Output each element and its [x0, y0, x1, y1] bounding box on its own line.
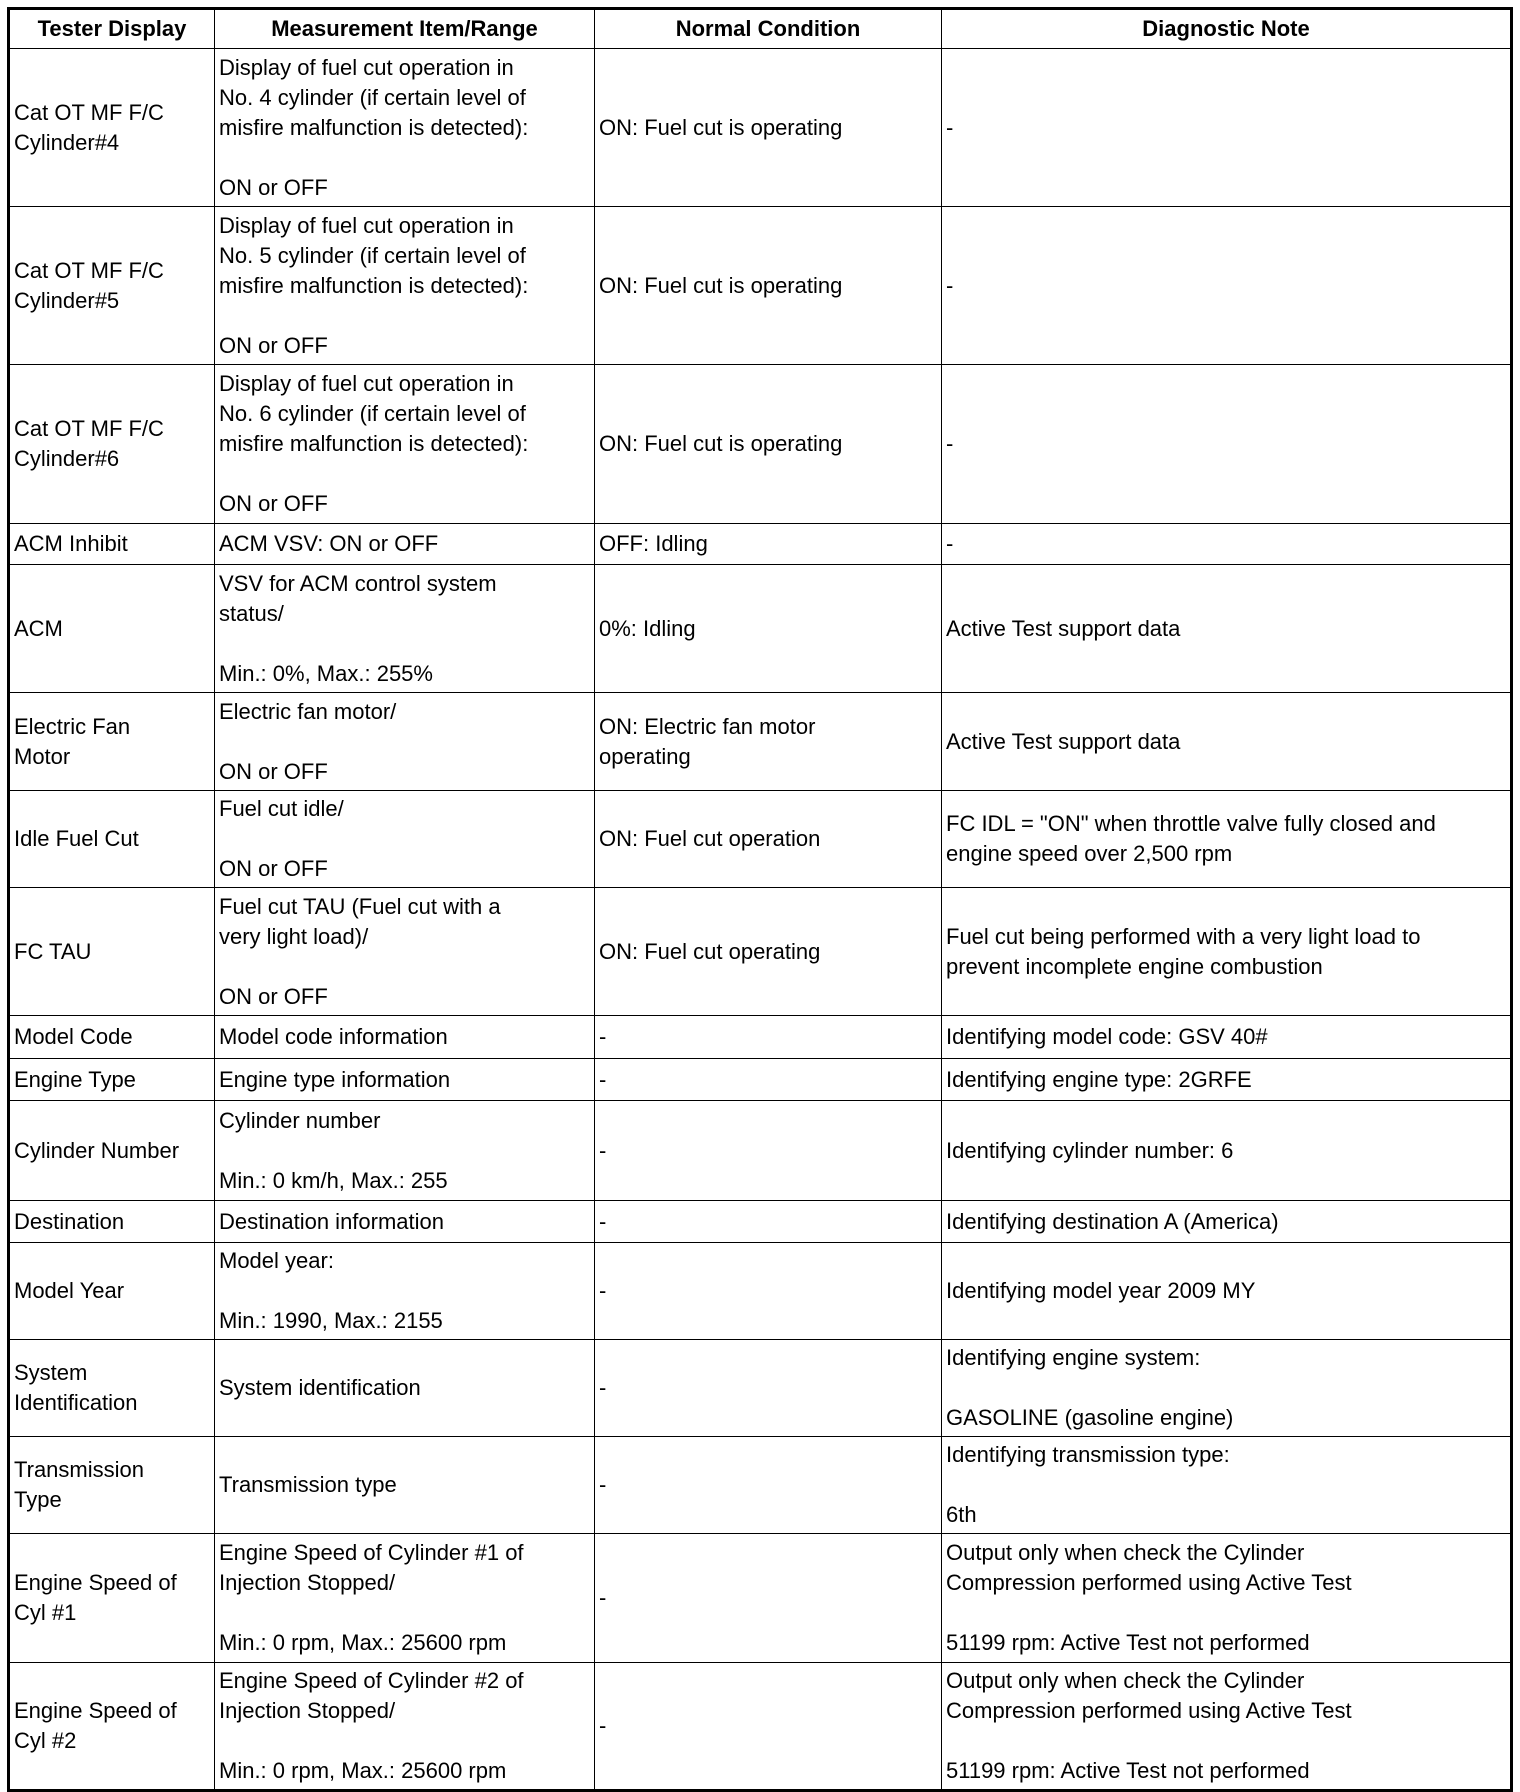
- header-row: [9, 9, 1512, 49]
- table-row: [9, 207, 1512, 365]
- table-row: [9, 693, 1512, 791]
- cell-normal-condition: ON: Electric fan motor operating: [595, 693, 942, 791]
- cell-measurement-item: Destination information: [215, 1201, 595, 1243]
- cell-diagnostic-note: Identifying engine system: GASOLINE (gasoline engine): [942, 1340, 1512, 1437]
- table-row: [9, 524, 1512, 565]
- cell-tester-display: Idle Fuel Cut: [9, 791, 215, 888]
- cell-tester-display: ACM Inhibit: [9, 524, 215, 565]
- table-row: [9, 791, 1512, 888]
- cell-tester-display: Cat OT MF F/C Cylinder#4: [9, 49, 215, 207]
- cell-normal-condition: OFF: Idling: [595, 524, 942, 565]
- header-measurement-item: Measurement Item/Range: [215, 9, 595, 49]
- table-row: [9, 49, 1512, 207]
- cell-diagnostic-note: -: [942, 524, 1512, 565]
- table-row: [9, 1437, 1512, 1534]
- data-list-table: [7, 7, 1513, 1792]
- cell-measurement-item: Display of fuel cut operation in No. 4 cylinder (if certain level of misfire malfunction is detected): ON or OFF: [215, 49, 595, 207]
- cell-measurement-item: Model year: Min.: 1990, Max.: 2155: [215, 1243, 595, 1340]
- cell-measurement-item: Model code information: [215, 1016, 595, 1059]
- cell-diagnostic-note: Output only when check the Cylinder Compression performed using Active Test 51199 rpm: Active Test not performed: [942, 1534, 1512, 1663]
- cell-tester-display: Cylinder Number: [9, 1101, 215, 1201]
- cell-normal-condition: ON: Fuel cut is operating: [595, 49, 942, 207]
- table-row: [9, 1201, 1512, 1243]
- cell-diagnostic-note: Output only when check the Cylinder Compression performed using Active Test 51199 rpm: Active Test not performed: [942, 1663, 1512, 1791]
- header-tester-display: Tester Display: [9, 9, 215, 49]
- cell-diagnostic-note: -: [942, 207, 1512, 365]
- cell-tester-display: Model Year: [9, 1243, 215, 1340]
- cell-normal-condition: ON: Fuel cut is operating: [595, 365, 942, 524]
- table-row: [9, 365, 1512, 524]
- cell-tester-display: Cat OT MF F/C Cylinder#6: [9, 365, 215, 524]
- cell-measurement-item: Fuel cut TAU (Fuel cut with a very light load)/ ON or OFF: [215, 888, 595, 1016]
- cell-diagnostic-note: Identifying engine type: 2GRFE: [942, 1059, 1512, 1101]
- cell-measurement-item: Engine type information: [215, 1059, 595, 1101]
- cell-normal-condition: -: [595, 1437, 942, 1534]
- cell-diagnostic-note: -: [942, 365, 1512, 524]
- cell-tester-display: Engine Type: [9, 1059, 215, 1101]
- cell-diagnostic-note: FC IDL = "ON" when throttle valve fully closed and engine speed over 2,500 rpm: [942, 791, 1512, 888]
- cell-normal-condition: -: [595, 1534, 942, 1663]
- cell-measurement-item: Cylinder number Min.: 0 km/h, Max.: 255: [215, 1101, 595, 1201]
- cell-diagnostic-note: -: [942, 49, 1512, 207]
- cell-measurement-item: VSV for ACM control system status/ Min.: 0%, Max.: 255%: [215, 565, 595, 693]
- table-row: [9, 1243, 1512, 1340]
- header-normal-condition: Normal Condition: [595, 9, 942, 49]
- cell-measurement-item: Display of fuel cut operation in No. 6 cylinder (if certain level of misfire malfunction is detected): ON or OFF: [215, 365, 595, 524]
- cell-measurement-item: Fuel cut idle/ ON or OFF: [215, 791, 595, 888]
- cell-diagnostic-note: Identifying destination A (America): [942, 1201, 1512, 1243]
- cell-normal-condition: -: [595, 1243, 942, 1340]
- cell-normal-condition: -: [595, 1101, 942, 1201]
- cell-diagnostic-note: Active Test support data: [942, 565, 1512, 693]
- cell-tester-display: Engine Speed of Cyl #2: [9, 1663, 215, 1791]
- cell-measurement-item: ACM VSV: ON or OFF: [215, 524, 595, 565]
- cell-tester-display: ACM: [9, 565, 215, 693]
- table-row: [9, 1534, 1512, 1663]
- cell-tester-display: Cat OT MF F/C Cylinder#5: [9, 207, 215, 365]
- cell-normal-condition: -: [595, 1663, 942, 1791]
- table-row: [9, 565, 1512, 693]
- table-row: [9, 1663, 1512, 1791]
- cell-normal-condition: -: [595, 1059, 942, 1101]
- cell-normal-condition: 0%: Idling: [595, 565, 942, 693]
- cell-normal-condition: ON: Fuel cut operating: [595, 888, 942, 1016]
- cell-diagnostic-note: Identifying cylinder number: 6: [942, 1101, 1512, 1201]
- cell-normal-condition: -: [595, 1340, 942, 1437]
- cell-measurement-item: System identification: [215, 1340, 595, 1437]
- cell-measurement-item: Engine Speed of Cylinder #2 of Injection Stopped/ Min.: 0 rpm, Max.: 25600 rpm: [215, 1663, 595, 1791]
- cell-tester-display: System Identification: [9, 1340, 215, 1437]
- cell-measurement-item: Display of fuel cut operation in No. 5 cylinder (if certain level of misfire malfunction is detected): ON or OFF: [215, 207, 595, 365]
- table-row: [9, 1059, 1512, 1101]
- cell-tester-display: FC TAU: [9, 888, 215, 1016]
- cell-tester-display: Transmission Type: [9, 1437, 215, 1534]
- cell-tester-display: Engine Speed of Cyl #1: [9, 1534, 215, 1663]
- table-row: [9, 1101, 1512, 1201]
- cell-normal-condition: ON: Fuel cut is operating: [595, 207, 942, 365]
- cell-tester-display: Model Code: [9, 1016, 215, 1059]
- header-diagnostic-note: Diagnostic Note: [942, 9, 1512, 49]
- cell-normal-condition: -: [595, 1201, 942, 1243]
- cell-tester-display: Destination: [9, 1201, 215, 1243]
- cell-measurement-item: Engine Speed of Cylinder #1 of Injection Stopped/ Min.: 0 rpm, Max.: 25600 rpm: [215, 1534, 595, 1663]
- cell-diagnostic-note: Active Test support data: [942, 693, 1512, 791]
- cell-measurement-item: Transmission type: [215, 1437, 595, 1534]
- table-row: [9, 888, 1512, 1016]
- cell-diagnostic-note: Identifying model year 2009 MY: [942, 1243, 1512, 1340]
- cell-diagnostic-note: Identifying model code: GSV 40#: [942, 1016, 1512, 1059]
- cell-diagnostic-note: Fuel cut being performed with a very light load to prevent incomplete engine combustion: [942, 888, 1512, 1016]
- cell-diagnostic-note: Identifying transmission type: 6th: [942, 1437, 1512, 1534]
- cell-tester-display: Electric Fan Motor: [9, 693, 215, 791]
- table-row: [9, 1016, 1512, 1059]
- cell-normal-condition: ON: Fuel cut operation: [595, 791, 942, 888]
- table-row: [9, 1340, 1512, 1437]
- cell-normal-condition: -: [595, 1016, 942, 1059]
- cell-measurement-item: Electric fan motor/ ON or OFF: [215, 693, 595, 791]
